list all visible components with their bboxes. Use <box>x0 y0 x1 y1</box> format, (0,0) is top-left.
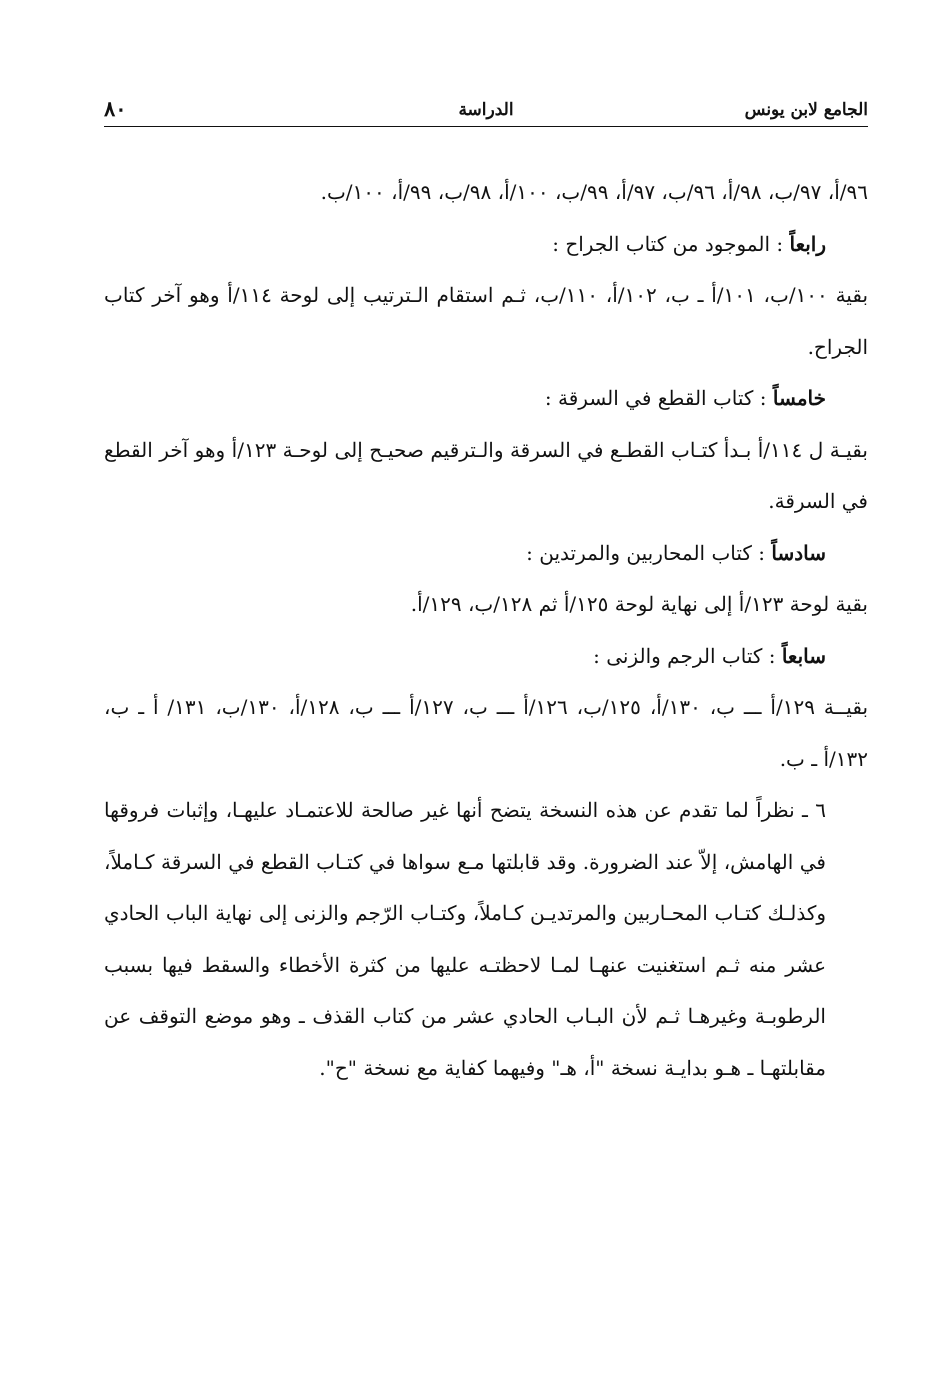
closing-paragraph: ٦ ـ نظراً لما تقدم عن هذه النسخة يتضح أنها غير صالحة للاعتمـاد عليهـا، وإثبات فروقها في الهامش، إلاّ عند الضرورة. وقد قابلتها مـع سواها في كتـاب القطع في السرقة كـاملاً، وكذلـك كتـاب المحـاربين والمرتديـن كـاملاً، وكتـاب الرّجم والزنى إلى نهاية الباب الحادي عشر منه ثـم استغنيت عنهـا لمـا لاحظتـه عليها من كثرة الأخطاء والسقط فيها بسبب الرطوبـة وغيرهـا ثـم لأن البـاب الحادي عشر من كتاب القذف ـ وهو موضع التوقف عن مقابلتهـا ـ هـو بدايـة نسخة "أ، هـ" وفيهما كفاية مع نسخة "ح". <box>104 798 826 1080</box>
section-heading-7 <box>104 631 868 683</box>
section-label: سابعاً <box>781 643 826 668</box>
section-text-7: بقيــة ١٢٩/أ ـــ ب، ١٣٠/أ، ١٢٥/ب، ١٢٦/أ ـــ ب، ١٢٧/أ ـــ ب، ١٢٨/أ، ١٣٠/ب، ١٣١/ أ ـ ب، ١٣٢/أ ـ ب. <box>104 695 869 771</box>
section-label: رابعاً <box>789 231 826 256</box>
section-heading-6 <box>104 528 868 580</box>
section-title: : كتاب الرجم والزنى : <box>593 643 776 668</box>
section-text-5: بقيـة ل ١١٤/أ بـدأ كتـاب القطـع في السرقة والـترقيم صحيـح إلى لوحـة ١٢٣/أ وهو آخر القطع في السرقة. <box>104 437 868 513</box>
running-header <box>104 92 868 127</box>
section-label: سادساً <box>771 540 826 565</box>
section-title: : كتاب المحاربين والمرتدين : <box>526 540 766 565</box>
page-body <box>104 167 868 1094</box>
section-title: : كتاب القطع في السرقة : <box>544 386 767 410</box>
section-title: الدراسة <box>458 100 514 120</box>
section-text-4: بقية ١٠٠/ب، ١٠١/أ ـ ب، ١٠٢/أ، ١١٠/ب، ثـم استقام الـترتيب إلى لوحة ١١٤/أ وهو آخر كتاب الجراح. <box>104 283 869 359</box>
book-page <box>104 92 868 1322</box>
section-label: خامساً <box>772 386 826 410</box>
section-heading-4 <box>104 219 868 271</box>
folio-list-continuation: ٩٦/أ، ٩٧/ب، ٩٨/أ، ٩٦/ب، ٩٧/أ، ٩٩/ب، ١٠٠/أ، ٩٨/ب، ٩٩/أ، ١٠٠/ب. <box>320 180 868 204</box>
book-title: الجامع لابن يونس <box>744 100 868 120</box>
section-title: : الموجود من كتاب الجراح : <box>552 231 784 256</box>
page-number: ٨٠ <box>104 96 127 121</box>
section-text-6: بقية لوحة ١٢٣/أ إلى نهاية لوحة ١٢٥/أ ثم ١٢٨/ب، ١٢٩/أ. <box>410 592 868 616</box>
section-heading-5 <box>104 373 868 425</box>
